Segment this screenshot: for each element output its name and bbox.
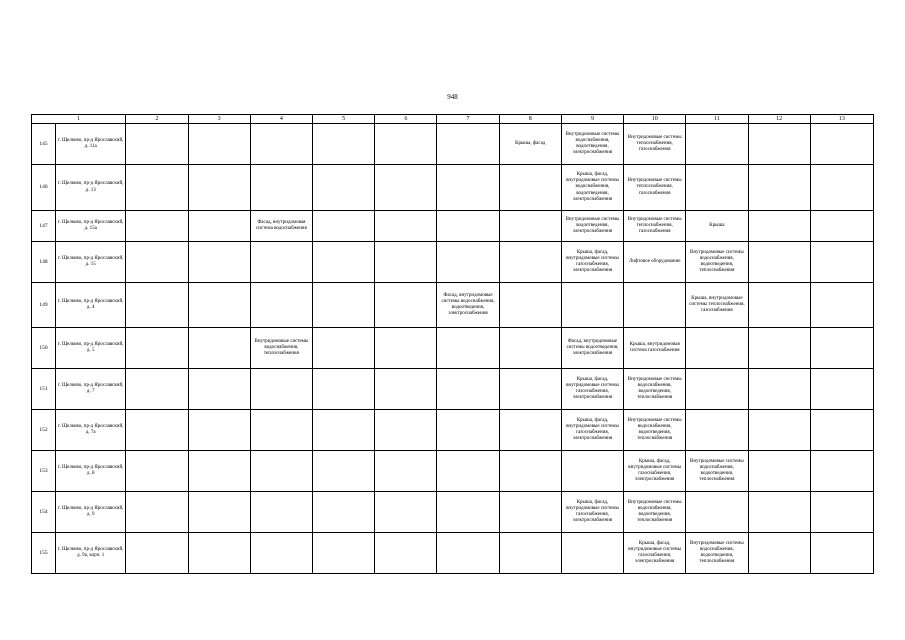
cell-col-12 bbox=[748, 211, 810, 242]
cell-col-13 bbox=[810, 124, 873, 165]
cell-col-4 bbox=[250, 165, 312, 211]
cell-col-9: Внутридомовые системы водоотведения, электроснабжения bbox=[561, 211, 623, 242]
cell-col-4: Фасад, внутридомовая система водоснабжения bbox=[250, 211, 312, 242]
column-header: 2 bbox=[126, 115, 188, 124]
cell-col-7 bbox=[437, 242, 499, 283]
cell-col-4 bbox=[250, 124, 312, 165]
cell-col-9: Фасад, внутридомовые системы водоотведения, электроснабжения bbox=[561, 328, 623, 369]
cell-col-3 bbox=[188, 124, 250, 165]
cell-col-4 bbox=[250, 451, 312, 492]
table-row bbox=[32, 369, 874, 410]
cell-col-8 bbox=[499, 533, 561, 574]
cell-col-8 bbox=[499, 410, 561, 451]
cell-col-9: Крыша, фасад, внутридомовые системы газоснабжения, электроснабжения bbox=[561, 369, 623, 410]
cell-col-9: Внутридомовые системы водоснабжения, водоотведения, электроснабжения bbox=[561, 124, 623, 165]
cell-col-7 bbox=[437, 124, 499, 165]
cell-col-2 bbox=[126, 451, 188, 492]
cell-col-12 bbox=[748, 533, 810, 574]
cell-col-12 bbox=[748, 283, 810, 328]
cell-col-10: Крыша, фасад, внутридомовые системы газоснабжения, электроснабжения bbox=[624, 451, 686, 492]
cell-col-7 bbox=[437, 211, 499, 242]
cell-col-11 bbox=[686, 328, 748, 369]
repair-schedule-table bbox=[31, 114, 874, 574]
cell-col-3 bbox=[188, 533, 250, 574]
cell-col-5 bbox=[312, 211, 374, 242]
cell-col-2 bbox=[126, 369, 188, 410]
address-cell: г. Щелково, пр-д Ярославский, д. 4 bbox=[56, 283, 126, 328]
table-row bbox=[32, 451, 874, 492]
cell-col-8 bbox=[499, 451, 561, 492]
cell-col-10: Лифтовое оборудование bbox=[624, 242, 686, 283]
column-header: 3 bbox=[188, 115, 250, 124]
address-cell: г. Щелково, пр-д Ярославский, д. 15а bbox=[56, 211, 126, 242]
address-cell: г. Щелково, пр-д Ярославский, д. 7а bbox=[56, 410, 126, 451]
cell-col-6 bbox=[375, 283, 437, 328]
cell-col-13 bbox=[810, 492, 873, 533]
cell-col-4: Внутридомовые системы водоснабжения, теплоснабжения bbox=[250, 328, 312, 369]
cell-col-13 bbox=[810, 165, 873, 211]
cell-col-9 bbox=[561, 283, 623, 328]
cell-col-7 bbox=[437, 533, 499, 574]
column-header: 8 bbox=[499, 115, 561, 124]
cell-col-10: Внутридомовые системы водоснабжения, водоотведения, теплоснабжения bbox=[624, 492, 686, 533]
address-cell: г. Щелково, пр-д Ярославский, д. 8 bbox=[56, 451, 126, 492]
column-header: 13 bbox=[810, 115, 873, 124]
cell-col-11 bbox=[686, 165, 748, 211]
address-cell: г. Щелково, пр-д Ярославский, д. 7 bbox=[56, 369, 126, 410]
cell-col-4 bbox=[250, 283, 312, 328]
cell-col-11: Внутридомовые системы водоснабжения, водоотведения, теплоснабжения bbox=[686, 533, 748, 574]
column-header: 4 bbox=[250, 115, 312, 124]
row-number: 150 bbox=[32, 328, 56, 369]
cell-col-12 bbox=[748, 410, 810, 451]
cell-col-9 bbox=[561, 451, 623, 492]
cell-col-6 bbox=[375, 242, 437, 283]
cell-col-4 bbox=[250, 492, 312, 533]
cell-col-3 bbox=[188, 242, 250, 283]
cell-col-5 bbox=[312, 242, 374, 283]
column-header: 7 bbox=[437, 115, 499, 124]
page-number: 948 bbox=[447, 93, 458, 101]
table-row bbox=[32, 410, 874, 451]
cell-col-10: Внутридомовые системы водоснабжения, водоотведения, теплоснабжения bbox=[624, 369, 686, 410]
cell-col-7 bbox=[437, 492, 499, 533]
address-cell: г. Щелково, пр-д Ярославский, д. 5 bbox=[56, 328, 126, 369]
cell-col-8 bbox=[499, 492, 561, 533]
cell-col-13 bbox=[810, 533, 873, 574]
row-number: 146 bbox=[32, 165, 56, 211]
address-cell: г. Щелково, пр-д Ярославский, д. 11а bbox=[56, 124, 126, 165]
cell-col-4 bbox=[250, 533, 312, 574]
column-header: 6 bbox=[375, 115, 437, 124]
cell-col-2 bbox=[126, 328, 188, 369]
table-row bbox=[32, 124, 874, 165]
cell-col-13 bbox=[810, 369, 873, 410]
cell-col-8 bbox=[499, 328, 561, 369]
cell-col-8 bbox=[499, 211, 561, 242]
cell-col-6 bbox=[375, 492, 437, 533]
cell-col-2 bbox=[126, 283, 188, 328]
cell-col-6 bbox=[375, 328, 437, 369]
cell-col-10: Внутридомовые системы водоснабжения, водоотведения, теплоснабжения bbox=[624, 410, 686, 451]
cell-col-13 bbox=[810, 211, 873, 242]
cell-col-11: Внутридомовые системы водоснабжения, водоотведения, теплоснабжения bbox=[686, 242, 748, 283]
cell-col-12 bbox=[748, 124, 810, 165]
cell-col-5 bbox=[312, 283, 374, 328]
cell-col-5 bbox=[312, 124, 374, 165]
address-cell: г. Щелково, пр-д Ярославский, д. 9а, корп. 1 bbox=[56, 533, 126, 574]
cell-col-11: Крыша, внутридомовые системы теплоснабжения, газоснабжения bbox=[686, 283, 748, 328]
cell-col-13 bbox=[810, 242, 873, 283]
cell-col-7 bbox=[437, 369, 499, 410]
cell-col-13 bbox=[810, 410, 873, 451]
cell-col-4 bbox=[250, 369, 312, 410]
row-number: 151 bbox=[32, 369, 56, 410]
cell-col-10: Внутридомовые системы теплоснабжения, газоснабжения bbox=[624, 124, 686, 165]
address-cell: г. Щелково, пр-д Ярославский, д. 15 bbox=[56, 242, 126, 283]
cell-col-8: Крыша, фасад bbox=[499, 124, 561, 165]
cell-col-11 bbox=[686, 492, 748, 533]
column-header: 1 bbox=[32, 115, 126, 124]
table-row bbox=[32, 211, 874, 242]
cell-col-3 bbox=[188, 492, 250, 533]
column-header: 9 bbox=[561, 115, 623, 124]
cell-col-3 bbox=[188, 165, 250, 211]
cell-col-11: Внутридомовые системы водоснабжения, водоотведения, теплоснабжения bbox=[686, 451, 748, 492]
cell-col-2 bbox=[126, 124, 188, 165]
row-number: 149 bbox=[32, 283, 56, 328]
cell-col-4 bbox=[250, 242, 312, 283]
address-cell: г. Щелково, пр-д Ярославский, д. 13 bbox=[56, 165, 126, 211]
row-number: 152 bbox=[32, 410, 56, 451]
cell-col-2 bbox=[126, 410, 188, 451]
cell-col-10: Внутридомовые системы теплоснабжения, газоснабжения bbox=[624, 165, 686, 211]
cell-col-11 bbox=[686, 410, 748, 451]
column-header: 10 bbox=[624, 115, 686, 124]
cell-col-2 bbox=[126, 165, 188, 211]
cell-col-12 bbox=[748, 492, 810, 533]
cell-col-2 bbox=[126, 492, 188, 533]
cell-col-5 bbox=[312, 165, 374, 211]
header-row bbox=[32, 115, 874, 124]
cell-col-2 bbox=[126, 242, 188, 283]
table-row bbox=[32, 165, 874, 211]
row-number: 154 bbox=[32, 492, 56, 533]
cell-col-7 bbox=[437, 451, 499, 492]
cell-col-5 bbox=[312, 369, 374, 410]
cell-col-8 bbox=[499, 369, 561, 410]
cell-col-5 bbox=[312, 533, 374, 574]
row-number: 147 bbox=[32, 211, 56, 242]
cell-col-10: Крыша, внутридомовая система газоснабжения bbox=[624, 328, 686, 369]
row-number: 155 bbox=[32, 533, 56, 574]
table-row bbox=[32, 533, 874, 574]
cell-col-3 bbox=[188, 369, 250, 410]
cell-col-2 bbox=[126, 533, 188, 574]
column-header: 11 bbox=[686, 115, 748, 124]
cell-col-9: Крыша, фасад, внутридомовые системы водоснабжения, водоотведения, электроснабжения bbox=[561, 165, 623, 211]
table-row bbox=[32, 328, 874, 369]
table-row bbox=[32, 492, 874, 533]
cell-col-4 bbox=[250, 410, 312, 451]
cell-col-13 bbox=[810, 451, 873, 492]
cell-col-5 bbox=[312, 328, 374, 369]
cell-col-7 bbox=[437, 165, 499, 211]
cell-col-11 bbox=[686, 369, 748, 410]
cell-col-6 bbox=[375, 124, 437, 165]
cell-col-12 bbox=[748, 369, 810, 410]
cell-col-6 bbox=[375, 533, 437, 574]
cell-col-8 bbox=[499, 242, 561, 283]
cell-col-3 bbox=[188, 451, 250, 492]
cell-col-5 bbox=[312, 492, 374, 533]
column-header: 12 bbox=[748, 115, 810, 124]
cell-col-6 bbox=[375, 211, 437, 242]
cell-col-7 bbox=[437, 410, 499, 451]
cell-col-6 bbox=[375, 451, 437, 492]
cell-col-3 bbox=[188, 211, 250, 242]
cell-col-3 bbox=[188, 283, 250, 328]
cell-col-12 bbox=[748, 328, 810, 369]
cell-col-13 bbox=[810, 283, 873, 328]
cell-col-6 bbox=[375, 369, 437, 410]
table-row bbox=[32, 283, 874, 328]
cell-col-5 bbox=[312, 410, 374, 451]
cell-col-9: Крыша, фасад, внутридомовые системы газоснабжения, электроснабжения bbox=[561, 492, 623, 533]
cell-col-5 bbox=[312, 451, 374, 492]
cell-col-10: Внутридомовые системы теплоснабжения, газоснабжения bbox=[624, 211, 686, 242]
cell-col-9 bbox=[561, 533, 623, 574]
cell-col-11 bbox=[686, 124, 748, 165]
cell-col-10 bbox=[624, 283, 686, 328]
cell-col-8 bbox=[499, 165, 561, 211]
cell-col-3 bbox=[188, 410, 250, 451]
cell-col-12 bbox=[748, 242, 810, 283]
row-number: 145 bbox=[32, 124, 56, 165]
column-header: 5 bbox=[312, 115, 374, 124]
cell-col-6 bbox=[375, 165, 437, 211]
cell-col-12 bbox=[748, 451, 810, 492]
cell-col-6 bbox=[375, 410, 437, 451]
row-number: 153 bbox=[32, 451, 56, 492]
cell-col-7: Фасад, внутридомовые системы водоснабжения, водоотведения, электроснабжения bbox=[437, 283, 499, 328]
cell-col-7 bbox=[437, 328, 499, 369]
cell-col-8 bbox=[499, 283, 561, 328]
cell-col-9: Крыша, фасад, внутридомовые системы газоснабжения, электроснабжения bbox=[561, 242, 623, 283]
cell-col-2 bbox=[126, 211, 188, 242]
cell-col-10: Крыша, фасад, внутридомовые системы газоснабжения, электроснабжения bbox=[624, 533, 686, 574]
cell-col-13 bbox=[810, 328, 873, 369]
cell-col-3 bbox=[188, 328, 250, 369]
cell-col-11: Крыша bbox=[686, 211, 748, 242]
table-row bbox=[32, 242, 874, 283]
address-cell: г. Щелково, пр-д Ярославский, д. 9 bbox=[56, 492, 126, 533]
row-number: 148 bbox=[32, 242, 56, 283]
cell-col-12 bbox=[748, 165, 810, 211]
cell-col-9: Крыша, фасад, внутридомовые системы газоснабжения, электроснабжения bbox=[561, 410, 623, 451]
